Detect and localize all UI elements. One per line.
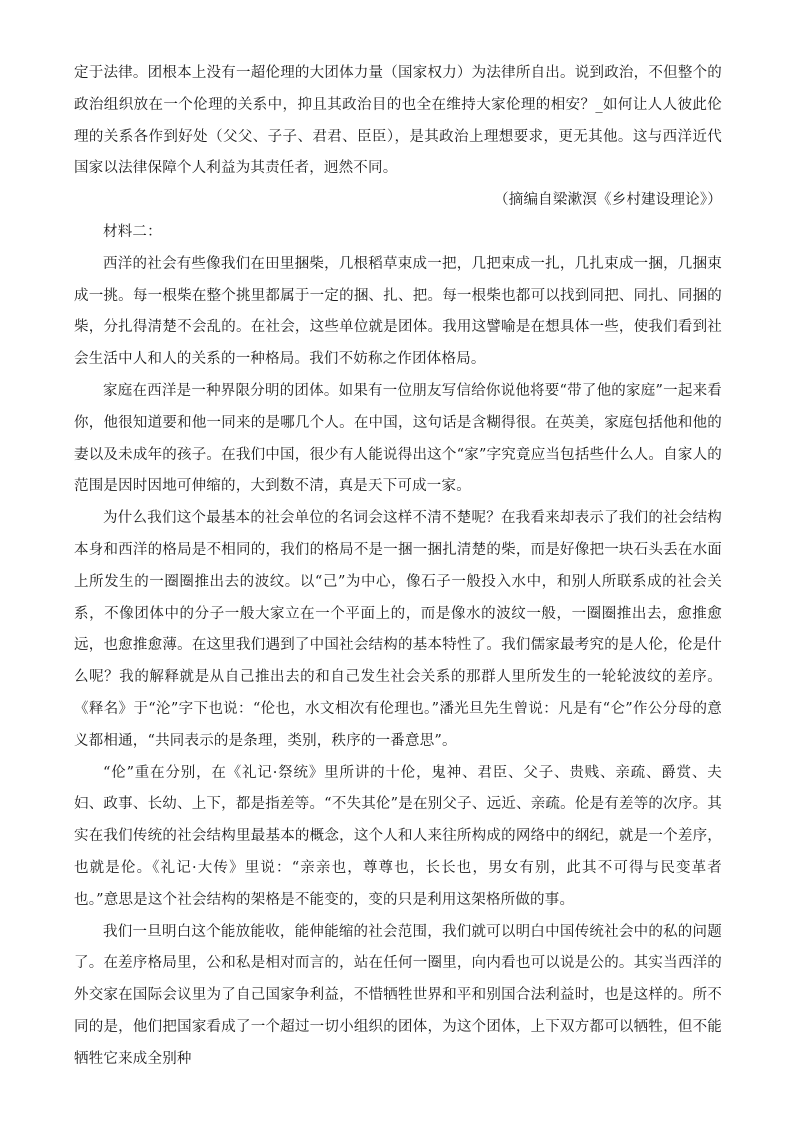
paragraph-ripple-structure: 为什么我们这个最基本的社会单位的名词会这样不清不楚呢？在我看来却表示了我们的社会结构本身和西洋的格局是不相同的，我们的格局不是一捆一捆扎清楚的柴，而是好像把一块石头丢在水面上所发生的一圈圈推出去的波纹。以“己”为中心，像石子一般投入水中，和别人所联系成的社会关系，不像团体中的分子一般大家立在一个平面上的，而是像水的波纹一般，一圈圈推出去，愈推愈远，也愈推愈薄。在这里我们遇到了中国社会结构的基本特性了。我们儒家最考究的是人伦，伦是什么呢？我的解释就是从自己推出去的和自己发生社会关系的那群人里所发生的一轮轮波纹的差序。《释名》于“沦”字下也说：“伦也，水文相次有伦理也。”潘光旦先生曾说：凡是有“仑”作公分母的意义都相通，“共同表示的是条理，类别，秩序的一番意思”。 bbox=[74, 510, 722, 749]
paragraph-family: 家庭在西洋是一种界限分明的团体。如果有一位朋友写信给你说他将要“带了他的家庭”一起来看你，他很知道要和他一同来的是哪几个人。在中国，这句话是含糊得很。在英美，家庭包括他和他的妻以及未成年的孩子。在我们中国，很少有人能说得出这个“家”字究竟应当包括些什么人。自家人的范围是因时因地可伸缩的，大到数不清，真是天下可成一家。 bbox=[74, 382, 722, 495]
source-citation: （摘编自梁漱溟《乡村建设理论》） bbox=[494, 192, 722, 209]
document-body bbox=[74, 58, 722, 1076]
paragraph-private-public: 我们一旦明白这个能放能收，能伸能缩的社会范围，我们就可以明白中国传统社会中的私的问题了。在差序格局里，公和私是相对而言的，站在任何一圈里，向内看也可以说是公的。其实当西洋的外交家在国际会议里为了自己国家争利益，不惜牺牲世界和平和别国合法利益时，也是这样的。所不同的是，他们把国家看成了一个超过一切小组织的团体，为这个团体，上下双方都可以牺牲，但不能牺牲它来成全别种 bbox=[74, 923, 722, 1067]
material-two-heading: 材料二： bbox=[103, 223, 162, 240]
paragraph-continuation: 定于法律。团根本上没有一超伦理的大团体力量（国家权力）为法律所自出。说到政治，不但整个的政治组织放在一个伦理的关系中，抑且其政治目的也全在维持大家伦理的相安？_如何让人人彼此伦理的关系各作到好处（父父、子子、君君、臣臣），是其政治上理想要求，更无其他。这与西洋近代国家以法律保障个人利益为其责任者，迥然不同。 bbox=[74, 65, 722, 177]
paragraph-lun-distinction: “伦”重在分别，在《礼记·祭统》里所讲的十伦，鬼神、君臣、父子、贵贱、亲疏、爵赏、夫妇、政事、长幼、上下，都是指差等。“不失其伦”是在别父子、远近、亲疏。伦是有差等的次序。其实在我们传统的社会结构里最基本的概念，这个人和人来往所构成的网络中的纲纪，就是一个差序，也就是伦。《礼记·大传》里说：“亲亲也，尊尊也，长长也，男女有别，此其不可得与民变革者也。”意思是这个社会结构的架格是不能变的，变的只是利用这架格所做的事。 bbox=[74, 764, 722, 908]
paragraph-firewood-analogy: 西洋的社会有些像我们在田里捆柴，几根稻草束成一把，几把束成一扎，几扎束成一捆，几捆束成一挑。每一根柴在整个挑里都属于一定的捆、扎、把。每一根柴也都可以找到同把、同扎、同捆的柴，分扎得清楚不会乱的。在社会，这些单位就是团体。我用这譬喻是在想具体一些，使我们看到社会生活中人和人的关系的一种格局。我们不妨称之作团体格局。 bbox=[74, 255, 722, 368]
